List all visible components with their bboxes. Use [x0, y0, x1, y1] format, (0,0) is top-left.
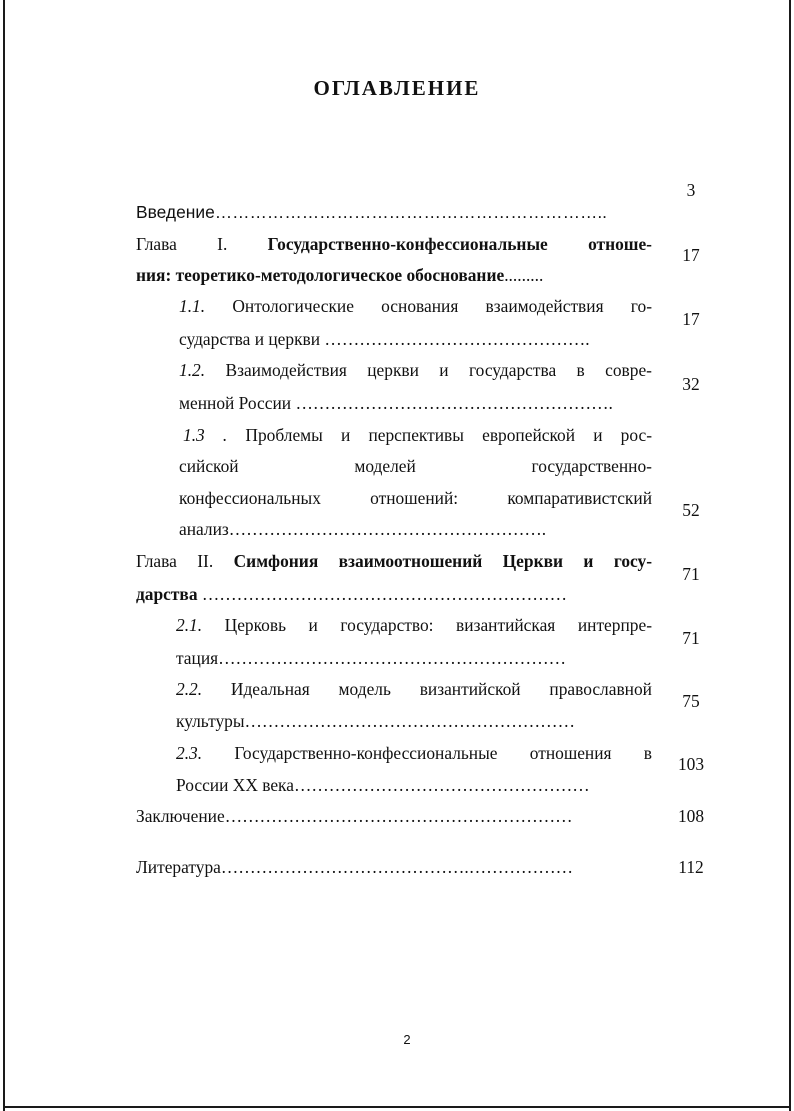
- toc-chapter2-dots: ………………………………………………………: [197, 584, 568, 604]
- toc-chapter2-line2[interactable]: [136, 581, 644, 607]
- toc-section-2-2-page: 75: [682, 691, 700, 711]
- toc-section-1-3-line2[interactable]: [179, 453, 652, 479]
- toc-section-2-1-dots: ……………………………………………………: [218, 648, 566, 668]
- toc-section-2-1-title-line2: тация: [176, 648, 219, 668]
- toc-section-2-1-title-line1: Церковь и государство: византийская интерпре-: [224, 615, 652, 635]
- toc-literature-label: Литература: [136, 857, 221, 877]
- toc-section-1-3-line3[interactable]: [179, 485, 652, 511]
- page-border-left: [3, 0, 5, 1111]
- toc-section-1-2-page: 32: [682, 374, 700, 394]
- toc-intro-dots: …………………………………………………………..: [214, 202, 608, 222]
- toc-section-2-1-number: 2.1.: [176, 615, 203, 635]
- toc-section-1-3-word: государственно-: [531, 456, 652, 476]
- toc-conclusion-label: Заключение: [136, 806, 225, 826]
- toc-section-1-1-page: 17: [682, 309, 700, 329]
- toc-chapter2-line1[interactable]: [136, 548, 652, 574]
- toc-section-2-3-line2[interactable]: [176, 772, 654, 798]
- toc-section-1-3-word: сийской: [179, 456, 239, 476]
- toc-chapter1-page: 17: [682, 245, 700, 265]
- toc-chapter2-prefix: Глава II.: [136, 551, 214, 571]
- toc-section-1-1-line1[interactable]: [179, 293, 652, 319]
- toc-section-1-3-dots: ……………………………………………….: [228, 519, 547, 539]
- toc-section-1-2-line2[interactable]: [179, 390, 659, 416]
- page-border-right: [789, 0, 791, 1111]
- toc-chapter1-line1[interactable]: [136, 231, 652, 257]
- toc-section-2-3-title-line2: России XX века: [176, 775, 294, 795]
- toc-section-1-3-title-line3: конфессиональных отношений: компаративистский: [179, 488, 652, 508]
- toc-literature[interactable]: [136, 854, 640, 880]
- toc-section-2-1-line2[interactable]: [176, 645, 648, 671]
- toc-chapter1-title-line1: Государственно-конфессиональные отноше-: [267, 234, 652, 254]
- toc-chapter2-title-line2: дарства: [136, 584, 198, 604]
- toc-section-2-3-title-line1: Государственно-конфессиональные отношения в: [234, 743, 652, 763]
- toc-chapter2-title-line1: Симфония взаимоотношений Церкви и госу-: [233, 551, 652, 571]
- toc-literature-dots: …………………………………….………………: [220, 857, 574, 877]
- toc-section-2-2-dots: …………………………………………………: [244, 711, 575, 731]
- toc-chapter1-line2[interactable]: [136, 262, 656, 288]
- toc-chapter1-title-line2: ния: теоретико-методологическое обоснование: [136, 265, 505, 285]
- toc-section-1-1-title-line1: Онтологические основания взаимодействия го-: [232, 296, 652, 316]
- toc-intro-label: Введение: [136, 202, 215, 222]
- toc-section-1-3-line4[interactable]: [179, 516, 619, 542]
- toc-section-2-2-line2[interactable]: [176, 708, 654, 734]
- toc-chapter1-dots: .........: [504, 265, 544, 285]
- toc-conclusion-page: 108: [677, 806, 705, 826]
- page-title: ОГЛАВЛЕНИЕ: [313, 76, 481, 100]
- toc-section-1-2-title-line2: менной России: [179, 393, 292, 413]
- toc-section-1-3-number: 1.3 .: [183, 425, 228, 445]
- toc-section-1-3-word: моделей: [354, 456, 416, 476]
- toc-section-2-1-page: 71: [682, 628, 700, 648]
- toc-section-2-3-dots: ……………………………………………: [293, 775, 590, 795]
- toc-intro[interactable]: [136, 199, 648, 225]
- toc-section-2-1-line1[interactable]: [176, 612, 652, 638]
- toc-section-2-3-number: 2.3.: [176, 743, 203, 763]
- page-border-bottom: [3, 1106, 791, 1108]
- toc-chapter2-page: 71: [682, 564, 700, 584]
- toc-section-1-3-line1[interactable]: [183, 422, 652, 448]
- toc-section-2-2-title-line2: культуры: [176, 711, 245, 731]
- toc-section-2-3-page: 103: [677, 754, 705, 774]
- toc-section-1-2-number: 1.2.: [179, 360, 206, 380]
- toc-section-1-2-dots: ……………………………………………….: [295, 393, 613, 413]
- toc-section-2-2-number: 2.2.: [176, 679, 203, 699]
- toc-section-1-3-page: 52: [682, 500, 700, 520]
- toc-section-1-3-title-line1: Проблемы и перспективы европейской и рос-: [245, 425, 652, 445]
- toc-literature-page: 112: [678, 857, 704, 877]
- toc-conclusion[interactable]: [136, 803, 640, 829]
- toc-section-2-3-line1[interactable]: [176, 740, 652, 766]
- toc-section-1-2-line1[interactable]: [179, 357, 652, 383]
- toc-intro-page: 3: [686, 180, 696, 200]
- toc-section-2-2-line1[interactable]: [176, 676, 652, 702]
- toc-section-2-2-title-line1: Идеальная модель византийской православной: [230, 679, 652, 699]
- toc-section-1-2-title-line1: Взаимодействия церкви и государства в совре-: [225, 360, 652, 380]
- toc-section-1-3-title-line4: анализ: [179, 519, 229, 539]
- toc-section-1-1-number: 1.1.: [179, 296, 206, 316]
- toc-section-1-1-line2[interactable]: [179, 326, 659, 352]
- footer-page-number: 2: [403, 1032, 411, 1047]
- toc-section-1-1-dots: ……………………………………….: [324, 329, 590, 349]
- toc-conclusion-dots: ……………………………………………………: [224, 806, 573, 826]
- toc-chapter1-prefix: Глава I.: [136, 234, 228, 254]
- toc-section-1-1-title-line2: сударства и церкви: [179, 329, 321, 349]
